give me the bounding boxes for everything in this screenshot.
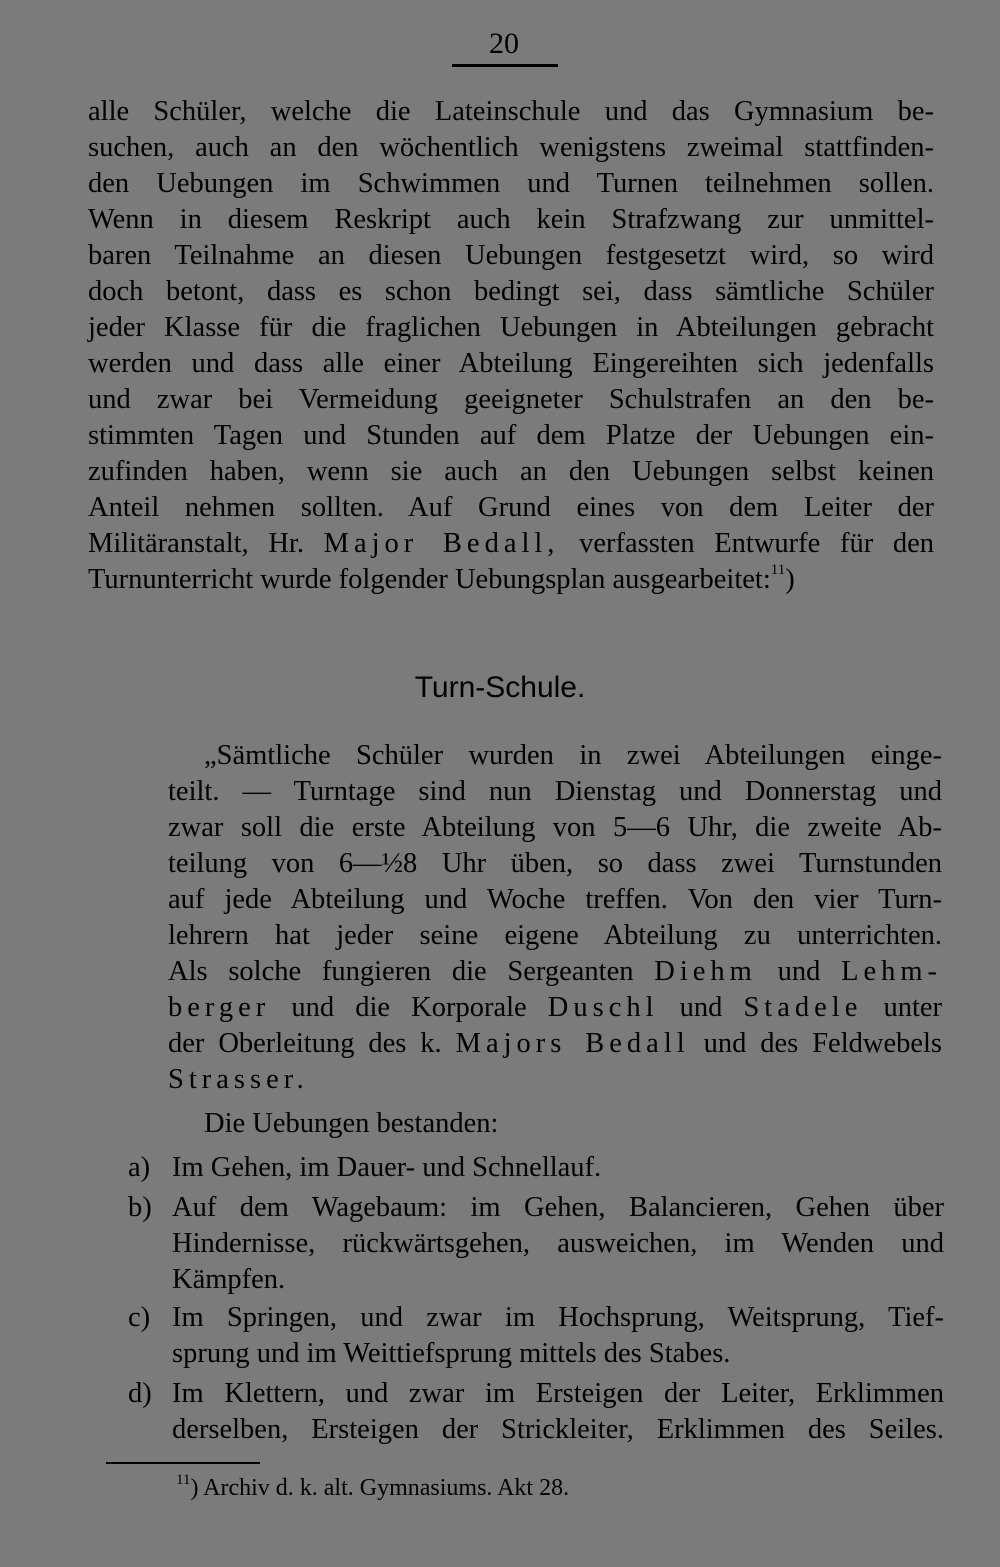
page-number-rule	[452, 64, 558, 67]
text-segment: )	[785, 564, 795, 595]
text-segment: Militäranstalt, Hr.	[88, 528, 304, 559]
list-item-line: Hindernisse, rückwärtsgehen, ausweichen, im Wenden und	[172, 1228, 944, 1259]
person-name: Majors Bedall	[455, 1028, 690, 1059]
text-segment: verfassten Entwurfe für den	[579, 528, 935, 559]
list-item-line: Im Gehen, im Dauer- und Schnellauf.	[172, 1152, 602, 1183]
text-line: Wenn in diesem Reskript auch kein Strafzwang zur unmittel-	[88, 204, 934, 235]
text-line: auf jede Abteilung und Woche treffen. Von den vier Turn-	[168, 884, 942, 915]
text-line	[88, 562, 934, 598]
text-segment: und	[679, 992, 723, 1023]
text-line: baren Teilnahme an diesen Uebungen festgesetzt wird, so wird	[88, 240, 934, 271]
text-segment: der Oberleitung des k.	[168, 1028, 442, 1059]
text-line: stimmten Tagen und Stunden auf dem Platze der Uebungen ein-	[88, 420, 934, 451]
list-item-line: Kämpfen.	[172, 1264, 286, 1295]
person-name: Strasser.	[168, 1064, 309, 1095]
list-item-line: Auf dem Wagebaum: im Gehen, Balancieren, Gehen über	[172, 1192, 944, 1223]
text-line: Anteil nehmen sollten. Auf Grund eines von dem Leiter der	[88, 492, 934, 523]
text-line: teilt. — Turntage sind nun Dienstag und Donnerstag und	[168, 776, 942, 807]
text-segment: und des Feldwebels	[703, 1028, 943, 1059]
text-line: suchen, auch an den wöchentlich wenigstens zweimal stattfinden-	[88, 132, 934, 163]
text-line: zufinden haben, wenn sie auch an den Uebungen selbst keinen	[88, 456, 934, 487]
text-line	[168, 954, 942, 990]
text-line: jeder Klasse für die fraglichen Uebungen in Abteilungen gebracht	[88, 312, 934, 343]
text-line	[88, 526, 934, 562]
person-name: berger	[168, 992, 271, 1023]
list-item-line: Im Springen, und zwar im Hochsprung, Weitsprung, Tief-	[172, 1302, 944, 1333]
list-item-line: derselben, Ersteigen der Strickleiter, Erklimmen des Seiles.	[172, 1414, 944, 1445]
text-line: teilung von 6—½8 Uhr üben, so dass zwei Turnstunden	[168, 848, 942, 879]
list-item-line: sprung und im Weittiefsprung mittels des Stabes.	[172, 1338, 731, 1369]
text-line: „Sämtliche Schüler wurden in zwei Abteilungen einge-	[204, 740, 942, 771]
person-name: Duschl	[547, 992, 659, 1023]
list-item-label: c)	[128, 1302, 151, 1333]
person-name: Stadele	[743, 992, 863, 1023]
footnote-text: ) Archiv d. k. alt. Gymnasiums. Akt 28.	[190, 1475, 570, 1501]
footnote	[176, 1472, 569, 1504]
text-line	[168, 990, 942, 1026]
text-line: alle Schüler, welche die Lateinschule und das Gymnasium be-	[88, 96, 934, 127]
text-segment: unter	[883, 992, 942, 1023]
text-line: lehrern hat jeder seine eigene Abteilung zu unterrichten.	[168, 920, 942, 951]
text-line	[168, 1026, 942, 1062]
list-item-label: b)	[128, 1192, 152, 1223]
list-item-label: a)	[128, 1152, 151, 1183]
person-name: Diehm	[654, 956, 757, 987]
text-segment: Als solche fungieren die Sergeanten	[168, 956, 634, 987]
text-line: den Uebungen im Schwimmen und Turnen teilnehmen sollen.	[88, 168, 934, 199]
text-line: doch betont, dass es schon bedingt sei, dass sämtliche Schüler	[88, 276, 934, 307]
page-number: 20	[489, 27, 519, 60]
text-segment: und	[777, 956, 821, 987]
footnote-reference: 11	[770, 562, 786, 578]
text-line: werden und dass alle einer Abteilung Eingereihten sich jedenfalls	[88, 348, 934, 379]
section-heading: Turn-Schule.	[414, 671, 586, 704]
footnote-mark: 11	[176, 1472, 191, 1488]
list-item-label: d)	[128, 1378, 152, 1409]
text-line: zwar soll die erste Abteilung von 5—6 Uhr, die zweite Ab-	[168, 812, 942, 843]
footnote-rule	[106, 1462, 260, 1464]
list-item-line: Im Klettern, und zwar im Ersteigen der Leiter, Erklimmen	[172, 1378, 944, 1409]
text-segment: und die Korporale	[291, 992, 527, 1023]
text-line	[168, 1062, 942, 1098]
person-name: Major Bedall,	[323, 528, 560, 559]
text-line: Die Uebungen bestanden:	[204, 1108, 499, 1139]
text-line: und zwar bei Vermeidung geeigneter Schulstrafen an den be-	[88, 384, 934, 415]
text-segment: Turnunterricht wurde folgender Uebungsplan ausgearbeitet:	[88, 564, 771, 595]
person-name: Lehm-	[841, 956, 943, 987]
